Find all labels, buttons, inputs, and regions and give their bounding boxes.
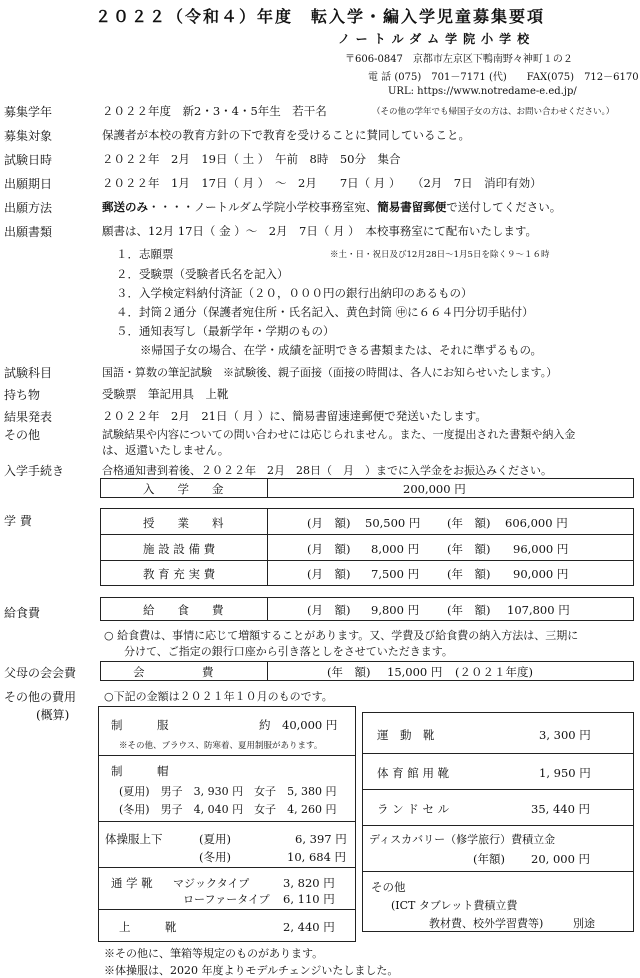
item-discovery: ディスカバリー（修学旅行）費積立金: [369, 833, 556, 846]
school-phone: 電 話 (075) 701－7171 (代) FAX(075) 712－6170: [368, 72, 639, 83]
fee-name: 教 育 充 実 費: [143, 567, 216, 581]
item-uniform-price: 約 40,000 円: [259, 718, 338, 732]
item-gym-shoes-price: 1, 950 円: [539, 766, 591, 780]
item-other: その他: [371, 880, 406, 894]
school-address: 〒606-0847 京都市左京区下鴨南野々神町１の２: [345, 54, 573, 65]
item-gym-summer-label: (夏用): [199, 832, 231, 846]
fee-annual: 90,000 円: [513, 567, 569, 581]
divider: [99, 755, 355, 756]
fee-monthly: 8,000 円: [371, 542, 420, 556]
item-indoor-shoes-price: 2, 440 円: [283, 920, 335, 934]
documents-returnee-note: ※帰国子女の場合、在学・成績を証明できる書類または、それに準ずるもの。: [140, 343, 543, 357]
row-label: 試験日時: [4, 153, 53, 167]
item-gym-clothes: 体操服上下: [105, 832, 163, 846]
fee-monthly-label: (月 額): [307, 567, 351, 581]
other-costs-left-table: [98, 706, 356, 942]
item-gym-winter-price: 10, 684 円: [287, 850, 347, 864]
divider: [99, 867, 355, 868]
footer-note: ※その他に、筆箱等規定のものがあります。: [104, 947, 324, 960]
method-address: ・・・・ノートルダム学院小学校事務室宛、: [148, 200, 378, 214]
item-shoes-magic-price: 3, 820 円: [283, 876, 335, 890]
document-item: ２．受験票（受験者氏名を記入）: [116, 267, 289, 281]
fee-annual-label: (年 額): [447, 567, 491, 581]
document-item: １．志願票: [116, 247, 174, 261]
row-value: 受験票 筆記用具 上靴: [102, 387, 229, 401]
item-discovery-annual-label: (年額): [473, 852, 505, 866]
row-label: 入学手続き: [4, 464, 65, 478]
other-costs-label: その他の費用: [4, 690, 77, 704]
lunch-label: 給食費: [4, 606, 41, 620]
row-label: その他: [4, 428, 41, 442]
lunch-note: 分けて、ご指定の銀行口座から引き落としをさせていただきます。: [124, 645, 453, 658]
row-value: 試験結果や内容についての問い合わせには応じられません。また、一度提出された書類や納入金: [102, 428, 576, 441]
row-label: 結果発表: [4, 410, 53, 424]
row-value: 願書は、12月 17日（ 金 ）～ 2月 7日（ 月 ） 本校事務室にて配布いたします。: [102, 224, 538, 238]
divider: [363, 871, 633, 872]
admission-fee-table: [100, 478, 634, 498]
row-label: 試験科目: [4, 366, 53, 380]
row-value: 国語・算数の筆記試験 ※試験後、親子面接（面接の時間は、各人にお知らせいたします。）: [102, 366, 558, 379]
item-school-shoes: 通 学 靴: [111, 876, 153, 890]
item-gym-winter-label: (冬用): [199, 850, 231, 864]
fee-annual-label: (年 額): [447, 542, 491, 556]
method-registered-mail: 簡易書留郵便: [377, 200, 447, 214]
page-title: ２０２２（令和４）年度 転入学・編入学児童募集要項: [94, 7, 545, 26]
divider: [363, 825, 633, 826]
other-costs-approx: (概算): [36, 708, 70, 722]
fee-annual: 107,800 円: [507, 603, 570, 617]
item-indoor-shoes: 上 靴: [119, 920, 177, 934]
item-gym-summer-price: 6, 397 円: [295, 832, 347, 846]
fee-monthly: 7,500 円: [371, 567, 420, 581]
row-value: ２０２２年 2月 19日（ 土 ） 午前 8時 50分 集合: [102, 152, 401, 166]
fee-name: 給 食 費: [143, 603, 224, 617]
fee-monthly-label: (月 額): [307, 542, 351, 556]
item-sports-shoes: 運 動 靴: [377, 728, 435, 742]
item-uniform-note: ※その他、ブラウス、防寒着、夏用制服があります。: [119, 741, 323, 751]
fee-monthly: 9,800 円: [371, 603, 420, 617]
divider: [101, 534, 633, 535]
item-hat-winter: (冬用) 男子 4, 040 円 女子 4, 260 円: [119, 803, 337, 816]
tuition-label: 学 費: [4, 514, 32, 528]
item-shoes-magic: マジックタイプ: [173, 877, 250, 890]
item-materials: 教材費、校外学習費等): [429, 917, 544, 930]
pta-table: [100, 661, 634, 681]
item-shoes-loafer: ローファータイプ: [183, 893, 270, 906]
fee-name: 会 費: [133, 665, 214, 679]
fee-name: 授 業 料: [143, 516, 224, 530]
fee-annual: 15,000 円: [387, 665, 443, 679]
school-url[interactable]: URL: https://www.notredame-e.ed.jp/: [388, 86, 577, 97]
divider: [267, 598, 268, 620]
row-label: 募集対象: [4, 129, 53, 143]
item-sports-shoes-price: 3, 300 円: [539, 728, 591, 742]
row-value: ２０２２年 2月 21日（ 月 ）に、簡易書留速達郵便で発送いたします。: [102, 409, 487, 423]
divider: [363, 789, 633, 790]
lunch-note: ○ 給食費は、事情に応じて増額することがあります。又、学費及び給食費の納入方法は、三期に: [104, 629, 579, 642]
documents-hours-note: ※土・日・祝日及び12月28日～1月5日を除く９～１６時: [330, 250, 550, 260]
item-randoseru: ラ ン ド セ ル: [377, 802, 450, 816]
item-randoseru-price: 35, 440 円: [531, 802, 591, 816]
fee-annual-label: (年 額): [327, 665, 371, 679]
row-label: 出願期日: [4, 177, 53, 191]
tuition-table: [100, 508, 634, 586]
row-value: 合格通知書到着後、２０２２年 2月 28日（ 月 ）までに入学金をお振込みください。: [102, 464, 552, 477]
item-shoes-loafer-price: 6, 110 円: [283, 892, 335, 906]
document-item: ４．封筒２通分（保護者宛住所・氏名記入、黄色封筒 ㊥に６６４円分切手貼付）: [116, 305, 534, 319]
divider: [267, 662, 268, 680]
item-separately: 別途: [573, 917, 595, 930]
other-costs-note: ○下記の金額は２０２１年１０月のものです。: [104, 690, 333, 703]
footer-note: ※体操服は、2020 年度よりモデルチェンジいたしました。: [104, 964, 399, 977]
row-label: 募集学年: [4, 105, 53, 119]
row-note: （その他の学年でも帰国子女の方は、お問い合わせください。）: [372, 107, 615, 117]
fee-monthly: 50,500 円: [365, 516, 421, 530]
pta-label: 父母の会会費: [4, 666, 77, 680]
row-value: 保護者が本校の教育方針の下で教育を受けることに賛同していること。: [102, 128, 470, 142]
lunch-table: [100, 597, 634, 621]
fee-monthly-label: (月 額): [307, 603, 351, 617]
other-costs-right-table: [362, 712, 634, 932]
item-hat: 制 帽: [111, 764, 169, 778]
fee-annual-label: (年 額): [447, 603, 491, 617]
divider: [99, 821, 355, 822]
method-end: で送付してください。: [446, 200, 562, 214]
document-item: ５．通知表写し（最新学年・学期のもの）: [116, 324, 335, 338]
item-discovery-price: 20, 000 円: [531, 852, 591, 866]
item-ict: (ICT タブレット費積立費: [391, 899, 518, 912]
fee-annual-label: (年 額): [447, 516, 491, 530]
item-gym-shoes: 体 育 館 用 靴: [377, 766, 450, 780]
divider: [363, 753, 633, 754]
admission-fee-amount: 200,000 円: [403, 482, 466, 496]
divider: [267, 479, 268, 497]
school-name: ノートルダム学院小学校: [338, 32, 536, 46]
row-label: 出願方法: [4, 201, 53, 215]
item-hat-summer: (夏用) 男子 3, 930 円 女子 5, 380 円: [119, 785, 337, 798]
row-label: 出願書類: [4, 225, 53, 239]
divider: [99, 909, 355, 910]
fee-name: 施 設 設 備 費: [143, 542, 216, 556]
row-value: ２０２２年 1月 17日（ 月 ） ～ 2月 7日（ 月 ） （2月 7日 消印有効）: [102, 176, 542, 190]
admission-fee-label: 入 学 金: [143, 482, 224, 496]
divider: [267, 509, 268, 585]
fee-annual: 606,000 円: [505, 516, 568, 530]
fee-annual: 96,000 円: [513, 542, 569, 556]
fee-monthly-label: (月 額): [307, 516, 351, 530]
row-value: [102, 199, 561, 215]
document-item: ３．入学検定料納付済証（２０，０００円の銀行出納印のあるもの）: [116, 286, 473, 300]
pta-year: (２０２１年度): [455, 665, 533, 679]
method-mail-only: 郵送のみ: [102, 200, 148, 214]
row-value: は、返還いたしません。: [102, 443, 230, 457]
divider: [101, 560, 633, 561]
row-label: 持ち物: [4, 388, 41, 402]
row-value: ２０２２年度 新2・3・4・5年生 若干名: [102, 104, 327, 118]
item-uniform: 制 服: [111, 718, 169, 732]
